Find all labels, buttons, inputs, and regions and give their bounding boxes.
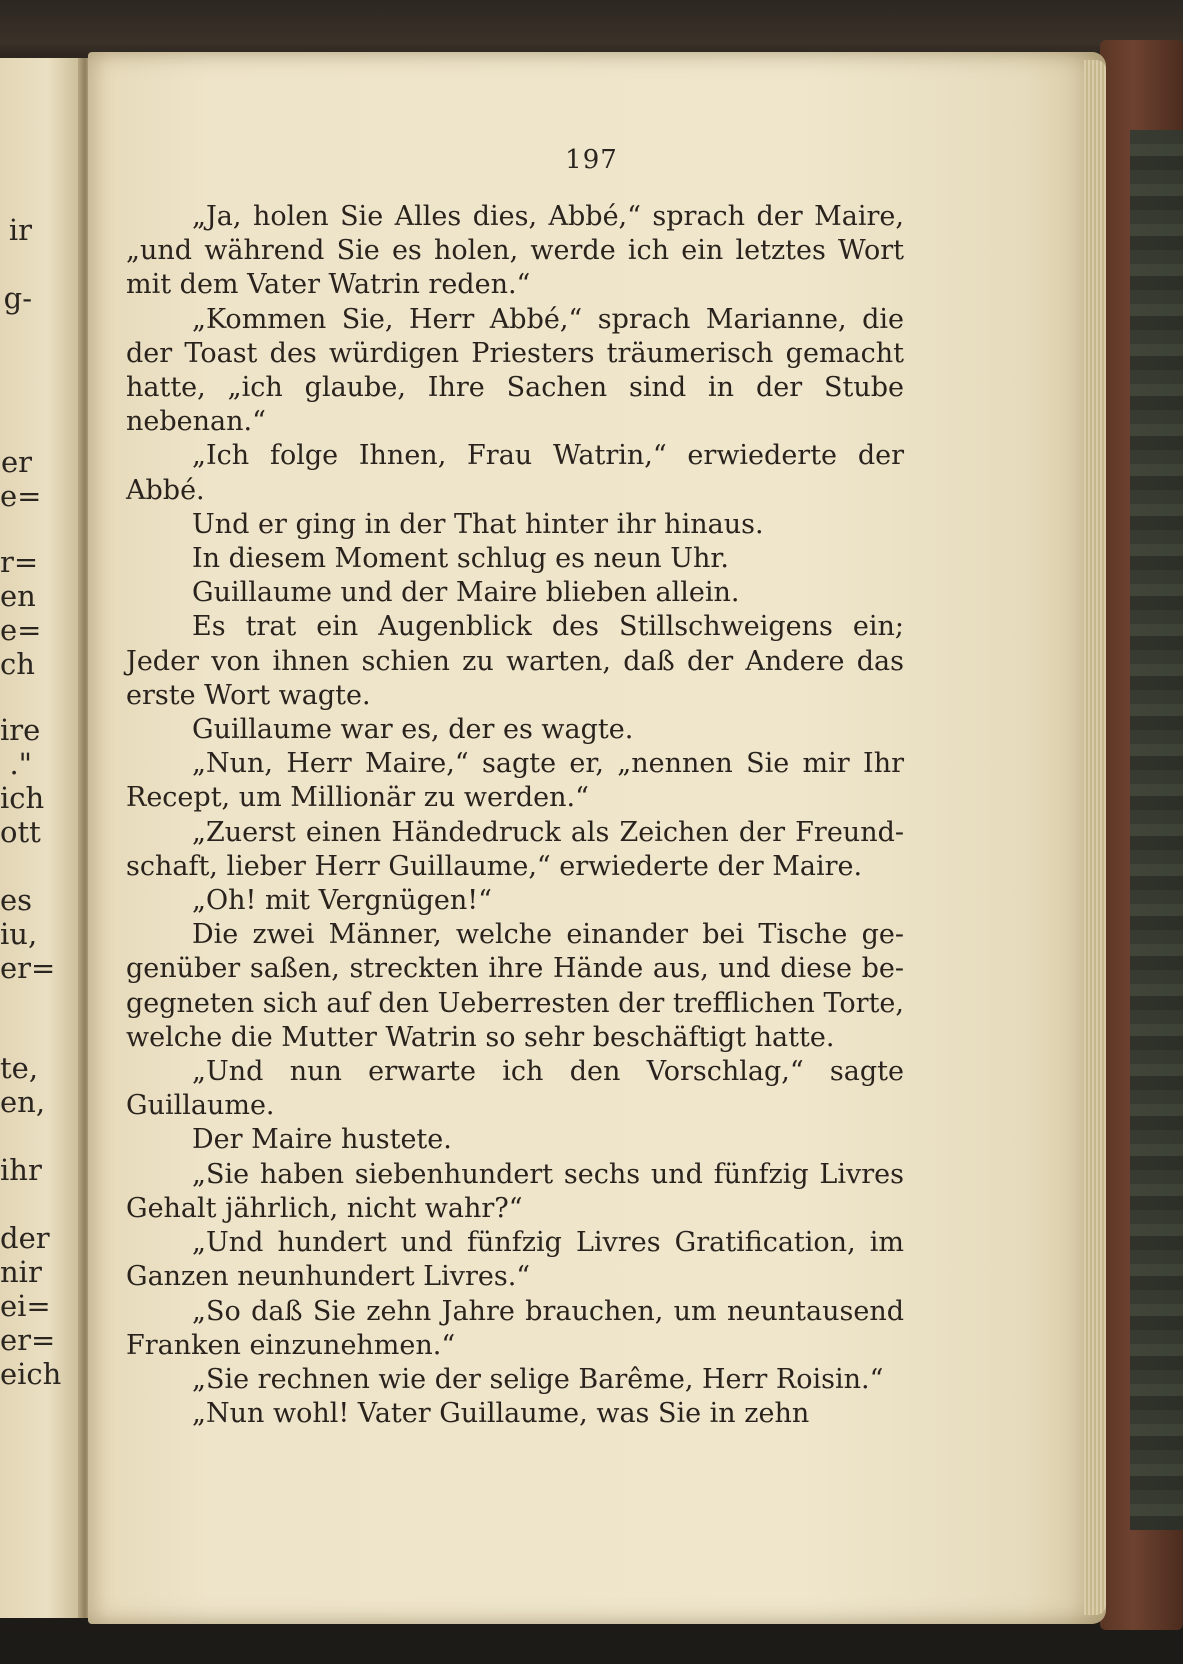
left-page-fragment: te, bbox=[0, 1051, 39, 1085]
paragraph: „Oh! mit Vergnügen!“ bbox=[192, 885, 492, 917]
left-page-fragment: g- bbox=[3, 281, 32, 315]
paragraph: „So daß Sie zehn Jahre brauchen, um neuntausend Franken einzunehmen.“ bbox=[126, 1295, 904, 1361]
left-page-fragment: en, bbox=[0, 1085, 46, 1119]
paragraph: „Ja, holen Sie Alles dies, Abbé,“ sprach der Maire, „und während Sie es holen, werde ich ein letztes Wort mit dem Vater Watrin reden.“ bbox=[126, 201, 904, 301]
left-page-fragment: iu, bbox=[0, 917, 38, 951]
paragraph: Der Maire hustete. bbox=[192, 1124, 452, 1156]
paragraph: Die zwei Männer, welche einander bei Tische gegenüber saßen, streckten ihre Hände aus, und diese begegneten sich auf den Ueberresten der trefflichen Torte, welche die Mutter Watrin so sehr beschäftigt hatte. bbox=[126, 919, 904, 1053]
left-page-fragment: er= bbox=[0, 951, 56, 985]
paragraph: Es trat ein Augenblick des Stillschweigens ein; Jeder von ihnen schien zu warten, daß der Andere das erste Wort wagte. bbox=[126, 611, 904, 711]
paragraph: „Sie haben siebenhundert sechs und fünfzig Livres Gehalt jährlich, nicht wahr?“ bbox=[126, 1158, 904, 1224]
left-page-fragment: r= bbox=[0, 545, 39, 579]
paragraph: „Kommen Sie, Herr Abbé,“ sprach Marianne, die der Toast des würdigen Priesters träumerisch gemacht hatte, „ich glaube, Ihre Sachen sind in der Stube nebenan.“ bbox=[126, 303, 904, 438]
page-body-text bbox=[126, 200, 904, 1431]
paragraph: Guillaume und der Maire blieben allein. bbox=[192, 577, 740, 609]
page-number: 197 bbox=[565, 145, 618, 175]
paragraph: „Sie rechnen wie der selige Barême, Herr Roisin.“ bbox=[192, 1363, 884, 1395]
paragraph: „Und nun erwarte ich den Vorschlag,“ sagte Guillaume. bbox=[126, 1056, 904, 1122]
left-page-fragment: nir bbox=[0, 1255, 42, 1289]
left-page-fragment: der bbox=[0, 1221, 50, 1255]
left-page-fragment: ir bbox=[8, 213, 32, 247]
left-page-fragment: ire bbox=[0, 713, 41, 747]
left-page-fragment: ei= bbox=[0, 1289, 51, 1323]
paragraph: Und er ging in der That hinter ihr hinaus. bbox=[192, 508, 764, 540]
left-page-fragment: en bbox=[0, 579, 36, 613]
left-page-fragment: eich bbox=[0, 1357, 62, 1391]
book-top-edge bbox=[0, 0, 1183, 60]
left-page-fragment: er bbox=[0, 445, 32, 479]
paragraph: In diesem Moment schlug es neun Uhr. bbox=[192, 543, 729, 575]
left-page-fragment: er= bbox=[0, 1323, 56, 1357]
left-page-fragment: ." bbox=[9, 747, 32, 781]
cover-wear-texture bbox=[1130, 130, 1183, 1530]
paragraph: „Nun wohl! Vater Guillaume, was Sie in zehn bbox=[192, 1398, 810, 1430]
left-page-fragment: e= bbox=[0, 479, 42, 513]
left-page-fragment: ott bbox=[0, 815, 41, 849]
left-page-fragment: ihr bbox=[0, 1153, 42, 1187]
left-page-fragment: ch bbox=[0, 647, 35, 681]
paragraph: Guillaume war es, der es wagte. bbox=[192, 714, 634, 746]
paragraph: „Nun, Herr Maire,“ sagte er, „nennen Sie mir Ihr Recept, um Millionär zu werden.“ bbox=[126, 748, 904, 814]
left-page-fragment: e= bbox=[0, 613, 42, 647]
page-block-edge bbox=[1084, 60, 1106, 1615]
paragraph: „Zuerst einen Händedruck als Zeichen der Freundschaft, lieber Herr Guillaume,“ erwiederte der Maire. bbox=[126, 816, 904, 882]
left-page-fragment: ich bbox=[0, 781, 45, 815]
left-page-fragment: es bbox=[0, 883, 33, 917]
paragraph: „Ich folge Ihnen, Frau Watrin,“ erwiederte der Abbé. bbox=[126, 440, 904, 506]
previous-page-edge bbox=[0, 58, 80, 1618]
book-cover-edge bbox=[1100, 40, 1183, 1630]
paragraph: „Und hundert und fünfzig Livres Gratification, im Ganzen neunhundert Livres.“ bbox=[126, 1227, 904, 1293]
